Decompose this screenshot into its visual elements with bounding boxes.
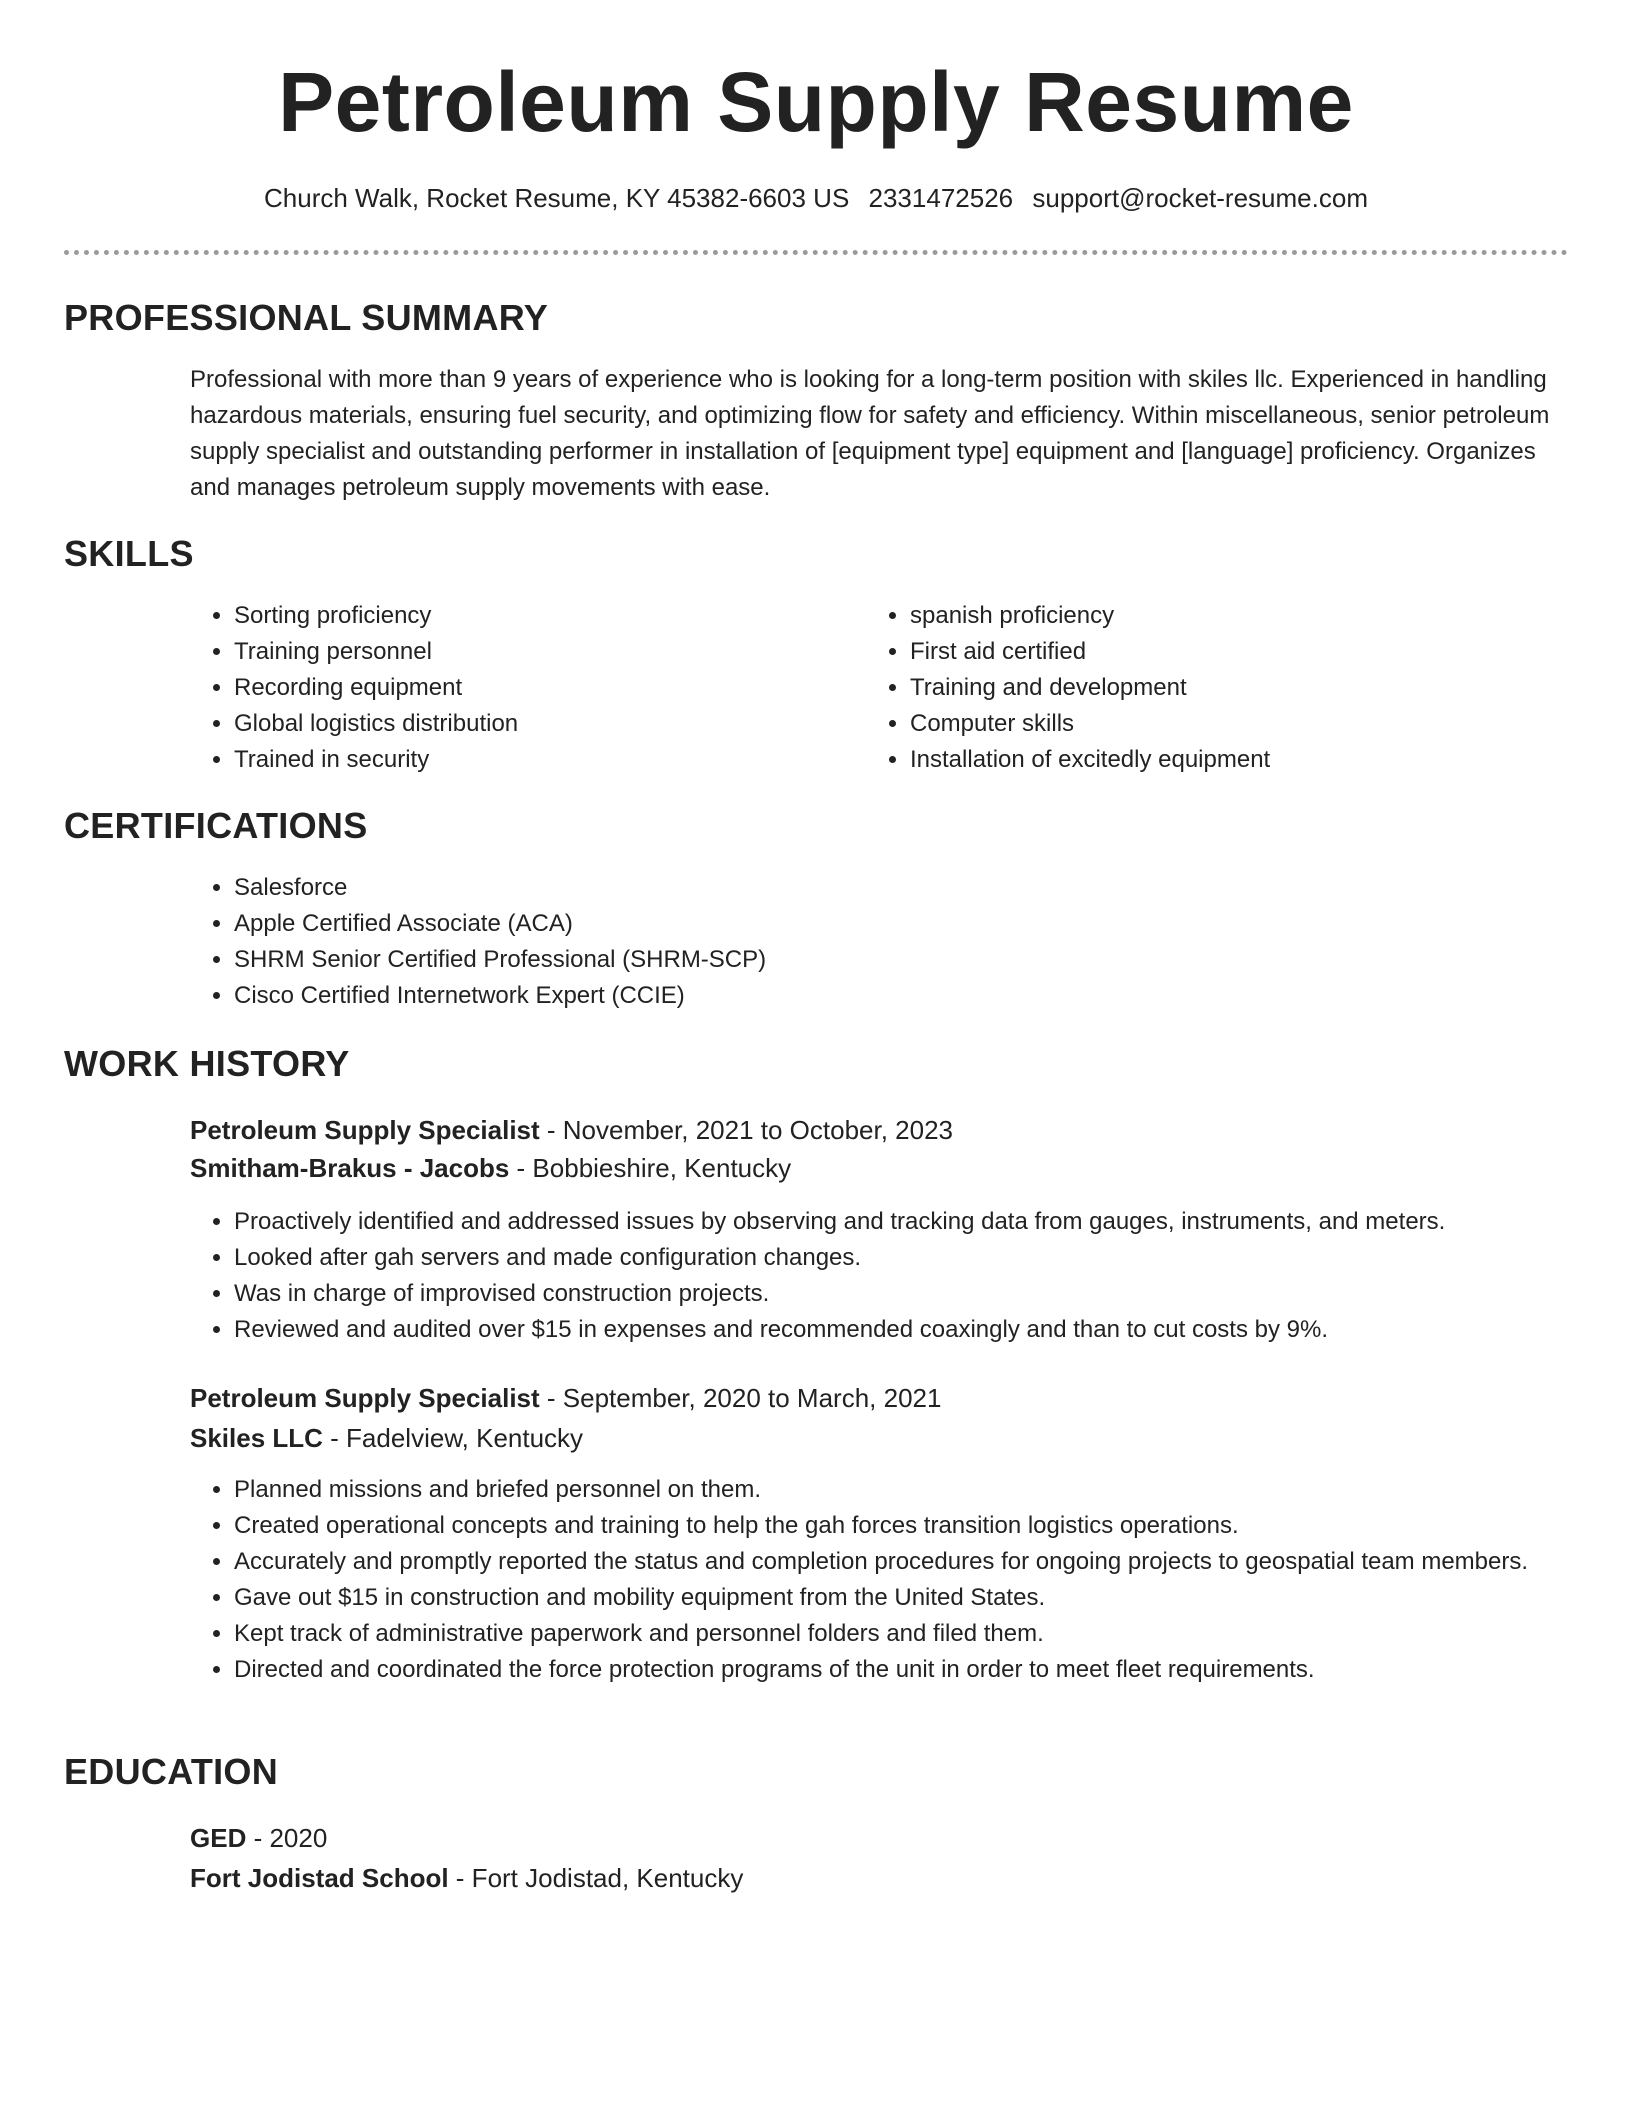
education-location: - Fort Jodistad, Kentucky	[448, 1863, 744, 1893]
job-1-dates: - November, 2021 to October, 2023	[539, 1115, 954, 1145]
list-item: • Reviewed and audited over $15 in expenses and recommended coaxingly and than to cut costs by 9%.	[234, 1312, 1614, 1348]
job-2-bullets	[190, 1472, 1574, 1688]
header-divider	[64, 250, 1568, 255]
job-1-bullets	[190, 1204, 1614, 1348]
list-item: • Accurately and promptly reported the status and completion procedures for ongoing projects to geospatial team members.	[234, 1544, 1574, 1580]
education-year: - 2020	[246, 1823, 328, 1853]
list-item: • Apple Certified Associate (ACA)	[234, 906, 1534, 942]
summary-heading: PROFESSIONAL SUMMARY	[64, 297, 549, 338]
certifications-list	[190, 870, 1534, 1014]
contact-email: support@rocket-resume.com	[1032, 183, 1368, 213]
list-item: • Cisco Certified Internetwork Expert (CCIE)	[234, 978, 1534, 1014]
list-item: • First aid certified	[910, 634, 1550, 670]
list-item: • Kept track of administrative paperwork and personnel folders and filed them.	[234, 1616, 1574, 1652]
job-1-company-line	[190, 1148, 791, 1188]
job-2-company: Skiles LLC	[190, 1423, 323, 1453]
list-item: • Planned missions and briefed personnel on them.	[234, 1472, 1574, 1508]
list-item: • Global logistics distribution	[234, 706, 834, 742]
job-1-title: Petroleum Supply Specialist	[190, 1115, 540, 1145]
list-item: • Directed and coordinated the force protection programs of the unit in order to meet fleet requirements.	[234, 1652, 1574, 1688]
education-degree: GED	[190, 1823, 247, 1853]
job-2-role-line	[190, 1378, 941, 1418]
list-item: • Recording equipment	[234, 670, 834, 706]
job-1-role-line	[190, 1110, 953, 1150]
education-school: Fort Jodistad School	[190, 1863, 449, 1893]
education-heading: EDUCATION	[64, 1751, 279, 1792]
list-item: • Computer skills	[910, 706, 1550, 742]
list-item: • Created operational concepts and training to help the gah forces transition logistics operations.	[234, 1508, 1574, 1544]
list-item: • SHRM Senior Certified Professional (SHRM-SCP)	[234, 942, 1534, 978]
contact-line	[64, 180, 1568, 216]
list-item: • Sorting proficiency	[234, 598, 834, 634]
list-item: • Trained in security	[234, 742, 834, 778]
list-item: • Training and development	[910, 670, 1550, 706]
list-item: • Installation of excitedly equipment	[910, 742, 1550, 778]
list-item: • Gave out $15 in construction and mobility equipment from the United States.	[234, 1580, 1574, 1616]
job-2-title: Petroleum Supply Specialist	[190, 1383, 540, 1413]
job-2-dates: - September, 2020 to March, 2021	[539, 1383, 942, 1413]
list-item: • Salesforce	[234, 870, 1534, 906]
contact-address: Church Walk, Rocket Resume, KY 45382-6603 US	[264, 183, 850, 213]
list-item: • Looked after gah servers and made configuration changes.	[234, 1240, 1614, 1276]
list-item: • Was in charge of improvised construction projects.	[234, 1276, 1614, 1312]
education-school-line	[190, 1858, 743, 1898]
work-history-heading: WORK HISTORY	[64, 1043, 350, 1084]
list-item: • spanish proficiency	[910, 598, 1550, 634]
list-item: • Proactively identified and addressed issues by observing and tracking data from gauges, instruments, and meters.	[234, 1204, 1614, 1240]
certifications-heading: CERTIFICATIONS	[64, 805, 368, 846]
skills-list-left	[190, 598, 834, 778]
list-item: • Training personnel	[234, 634, 834, 670]
job-1-location: - Bobbieshire, Kentucky	[509, 1153, 792, 1183]
skills-heading: SKILLS	[64, 533, 194, 574]
resume-title: Petroleum Supply Resume	[278, 55, 1354, 149]
skills-list-right	[866, 598, 1550, 778]
job-2-location: - Fadelview, Kentucky	[322, 1423, 584, 1453]
education-degree-line	[190, 1818, 327, 1858]
job-2-company-line	[190, 1418, 583, 1458]
summary-text: Professional with more than 9 years of experience who is looking for a long-term position with skiles llc. Experienced in handling hazardous materials, ensuring fuel security, and optimizing flow for safety and efficiency. Within miscellaneous, senior petroleum supply specialist and outstanding performer in installation of [equipment type] equipment and [language] proficiency. Organizes and manages petroleum supply movements with ease.	[190, 366, 1550, 501]
contact-phone: 2331472526	[868, 183, 1014, 213]
job-1-company: Smitham-Brakus - Jacobs	[190, 1153, 510, 1183]
